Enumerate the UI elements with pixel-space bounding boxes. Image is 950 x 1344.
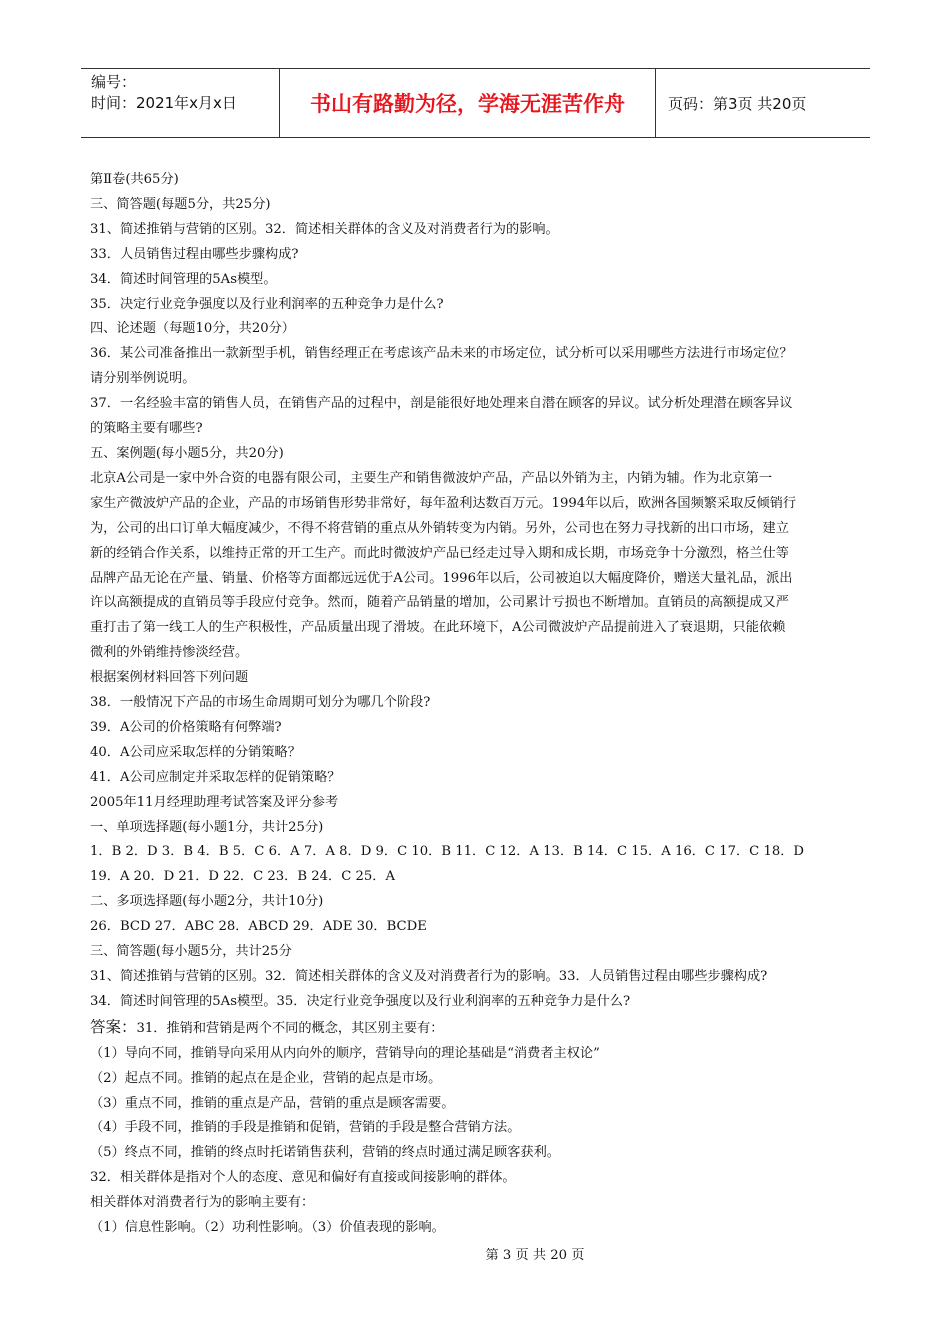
answer-intro [90, 1015, 870, 1042]
time-label: 时间：2021年x月x日 [91, 94, 237, 112]
case-text-line: 北京A公司是一家中外合资的电器有限公司，主要生产和销售微波炉产品，产品以外销为主，内销为辅。作为北京第一 [90, 470, 773, 486]
question-line: 34．简述时间管理的5As模型。35．决定行业竞争强度以及行业利润率的五种竞争力是什么? [90, 993, 631, 1009]
document-body [90, 168, 870, 1241]
answer-line: 1．B 2．D 3．B 4．B 5．C 6．A 7．A 8．D 9．C 10．B 11．C 12．A 13．B 14．C 15．A 16．C 17．C 18．D [90, 844, 804, 860]
page-header [81, 68, 870, 138]
answer-line: 19．A 20．D 21．D 22．C 23．B 24．C 25．A [90, 869, 395, 885]
case-text-line: 为，公司的出口订单大幅度减少，不得不将营销的重点从外销转变为内销。另外，公司也在努力寻找新的出口市场，建立 [90, 520, 789, 536]
question-line: 39．A公司的价格策略有何弊端? [90, 719, 282, 735]
section-heading: 三、简答题(每小题5分，共计25分 [90, 944, 292, 960]
answer-key-title: 2005年11月经理助理考试答案及评分参考 [90, 794, 339, 810]
answer-item: （4）手段不同，推销的手段是推销和促销，营销的手段是整合营销方法。 [90, 1120, 521, 1136]
case-text-line: 重打击了第一线工人的生产积极性，产品质量出现了滑坡。在此环境下，A公司微波炉产品提前进入了衰退期，只能依赖 [90, 620, 786, 636]
answer-item: （1）导向不同，推销导向采用从内向外的顺序，营销导向的理论基础是“消费者主权论” [90, 1045, 600, 1061]
number-label: 编号： [91, 73, 137, 91]
question-line: 34．简述时间管理的5As模型。 [90, 271, 277, 287]
section-heading: 三、简答题(每题5分，共25分) [90, 196, 271, 212]
case-text-line: 家生产微波炉产品的企业，产品的市场销售形势非常好，每年盈利达数百万元。1994年以后，欧洲各国频繁采取反倾销行 [90, 495, 797, 511]
answer-first-line: 31．推销和营销是两个不同的概念，其区别主要有： [136, 1020, 444, 1036]
answer-item: 相关群体对消费者行为的影响主要有： [90, 1195, 315, 1211]
question-line: 41．A公司应制定并采取怎样的促销策略？ [90, 769, 341, 785]
header-left-cell [81, 69, 280, 137]
case-text-line: 许以高额提成的直销员等手段应付竞争。然而，随着产品销量的增加，公司累计亏损也不断增加。直销员的高额提成又严 [90, 595, 789, 611]
page-footer: 第 3 页 共 20 页 [485, 1248, 585, 1263]
question-line: 31、简述推销与营销的区别。32．简述相关群体的含义及对消费者行为的影响。 [90, 221, 559, 237]
answer-item: （1）信息性影响。（2）功利性影响。（3）价值表现的影响。 [90, 1220, 445, 1236]
question-line: 37．一名经验丰富的销售人员，在销售产品的过程中，剖是能很好地处理来自潜在顾客的异议。试分析处理潜在顾客异议 [90, 396, 793, 412]
question-line: 请分别举例说明。 [90, 371, 196, 387]
answer-label: 答案： [90, 1017, 137, 1036]
answer-item: （5）终点不同，推销的终点时托诺销售获利，营销的终点时通过满足顾客获利。 [90, 1145, 560, 1161]
section-heading: 四、论述题（每题10分，共20分） [90, 321, 295, 337]
header-motto: 书山有路勤为径，学海无涯苦作舟 [280, 69, 656, 137]
header-page-info: 页码：第3页 共20页 [668, 94, 807, 113]
question-line: 40．A公司应采取怎样的分销策略？ [90, 744, 301, 760]
section-heading: 二、多项选择题(每小题2分，共计10分) [90, 894, 324, 910]
answer-item: （2）起点不同。推销的起点在是企业，营销的起点是市场。 [90, 1070, 442, 1086]
question-line: 33．人员销售过程由哪些步骤构成? [90, 246, 299, 262]
case-text-line: 微利的外销维持惨淡经营。 [90, 645, 249, 661]
question-line: 31、简述推销与营销的区别。32．简述相关群体的含义及对消费者行为的影响。33．人员销售过程由哪些步骤构成? [90, 969, 768, 984]
section-heading: 一、单项选择题(每小题1分，共计25分) [90, 819, 324, 835]
question-line: 35．决定行业竞争强度以及行业利润率的五种竞争力是什么? [90, 296, 444, 312]
section-heading: 五、案例题(每小题5分，共20分) [90, 445, 284, 461]
answer-line: 26．BCD 27．ABC 28．ABCD 29．ADE 30．BCDE [90, 919, 427, 935]
answer-item: 32．相关群体是指对个人的态度、意见和偏好有直接或间接影响的群体。 [90, 1170, 516, 1186]
answer-item: （3）重点不同，推销的重点是产品，营销的重点是顾客需要。 [90, 1095, 455, 1111]
case-text-line: 新的经销合作关系，以维持正常的开工生产。而此时微波炉产品已经走过导入期和成长期，市场竞争十分激烈，格兰仕等 [90, 545, 789, 561]
case-text-line: 品牌产品无论在产量、销量、价格等方面都远远优于A公司。1996年以后，公司被迫以大幅度降价，赠送大量礼品，派出 [90, 570, 793, 586]
case-prompt: 根据案例材料回答下列问题 [90, 670, 249, 686]
section-title: 第Ⅱ卷(共65分) [90, 172, 179, 187]
question-line: 的策略主要有哪些? [90, 421, 203, 437]
question-line: 38．一般情况下产品的市场生命周期可划分为哪几个阶段? [90, 695, 431, 711]
question-line: 36．某公司准备推出一款新型手机，销售经理正在考虑该产品未来的市场定位，试分析可以采用哪些方法进行市场定位？ [90, 346, 793, 362]
